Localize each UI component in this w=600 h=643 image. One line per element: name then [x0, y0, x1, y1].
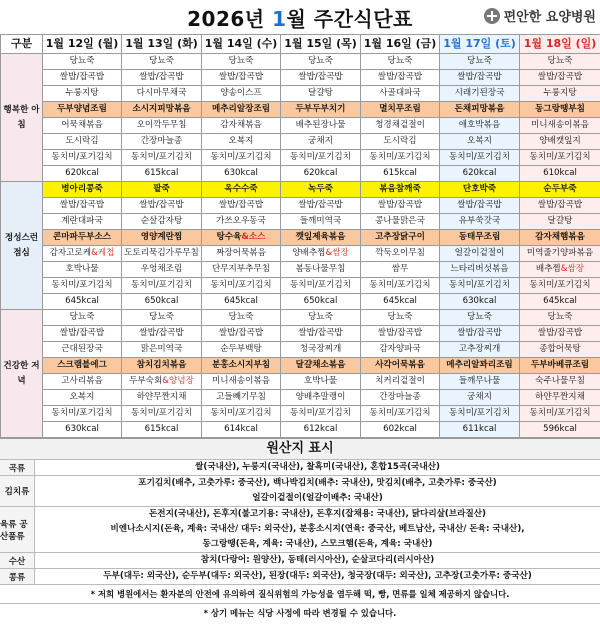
menu-row — [1, 342, 600, 358]
menu-item: 유부쑥갓국 — [440, 214, 520, 230]
meal-label: 행복한 아침 — [1, 54, 43, 182]
menu-item: 쌀밥/잡곡밥 — [202, 326, 281, 342]
menu-item: 동치미/포기김치 — [43, 278, 122, 294]
menu-row — [1, 246, 600, 262]
menu-item: 누룽지탕 — [43, 86, 122, 102]
origin-line: 두부(대두: 외국산), 순두부(대두: 외국산), 된장(대두: 외국산), 청국장(대두: 외국산), 고추장(고춧가루: 중국산) — [103, 571, 532, 581]
origin-row — [0, 553, 600, 569]
menu-item: 쌀밥/잡곡밥 — [43, 198, 122, 214]
menu-row — [1, 166, 600, 182]
menu-item: 쌀밥/잡곡밥 — [361, 198, 440, 214]
menu-item: 동치미/포기김치 — [122, 150, 202, 166]
menu-item: 도시락김 — [43, 134, 122, 150]
menu-item: 얼갈이겉절이 — [440, 246, 520, 262]
menu-item: 메추리알장조림 — [202, 102, 281, 118]
menu-item: 고사리볶음 — [43, 374, 122, 390]
menu-item: 깍둑오이무침 — [361, 246, 440, 262]
origin-category: 김치류 — [0, 476, 35, 506]
menu-item: 순두부백탕 — [202, 342, 281, 358]
origin-lines — [35, 553, 600, 568]
menu-item: 미니새송이볶음 — [202, 374, 281, 390]
menu-row — [1, 214, 600, 230]
menu-item: 깻잎제육볶음 — [281, 230, 361, 246]
menu-item: 쌀밥/잡곡밥 — [202, 198, 281, 214]
menu-row — [1, 150, 600, 166]
menu-item: 당뇨죽 — [520, 310, 600, 326]
calorie-cell: 645kcal — [520, 294, 600, 310]
menu-item: 시래기된장국 — [440, 86, 520, 102]
menu-item: 동치미/포기김치 — [202, 278, 281, 294]
menu-item: 감자양파국 — [361, 342, 440, 358]
menu-item: 미니새송이볶음 — [520, 118, 600, 134]
medical-cross-icon — [484, 8, 500, 24]
menu-item: 소시지피망볶음 — [122, 102, 202, 118]
menu-item: 당뇨죽 — [440, 310, 520, 326]
menu-item: 간장마늘종 — [122, 134, 202, 150]
day-header: 1월 13일 (화) — [122, 35, 202, 54]
menu-item — [202, 230, 281, 246]
calorie-cell: 596kcal — [520, 422, 600, 438]
menu-item: 쌀밥/잡곡밥 — [361, 70, 440, 86]
menu-item: 볶음참깨죽 — [361, 182, 440, 198]
menu-item — [281, 246, 361, 262]
menu-item: 당뇨죽 — [361, 54, 440, 70]
menu-item: 청국장찌개 — [281, 342, 361, 358]
menu-item: 참치김치볶음 — [122, 358, 202, 374]
menu-item: 하얀무짠지채 — [520, 390, 600, 406]
menu-item: 단호박죽 — [440, 182, 520, 198]
menu-row — [1, 294, 600, 310]
origin-row — [0, 460, 600, 476]
menu-item: 동치미/포기김치 — [440, 406, 520, 422]
menu-item: 궁채지 — [440, 390, 520, 406]
menu-item: 미역줄기양파볶음 — [520, 246, 600, 262]
menu-body — [1, 54, 600, 438]
menu-item: 가쓰오우동국 — [202, 214, 281, 230]
menu-item: 분홍소시지부침 — [202, 358, 281, 374]
menu-item: 당뇨죽 — [43, 310, 122, 326]
dish-name: 양배추찜 — [292, 248, 326, 258]
menu-item: 동치미/포기김치 — [520, 406, 600, 422]
menu-item: 쌈무 — [361, 262, 440, 278]
origin-lines — [35, 460, 600, 475]
menu-item: 당뇨죽 — [43, 54, 122, 70]
origin-line: 포기김치(배추, 고춧가루: 중국산), 백나박김치(배추: 국내산), 맛김치(배추, 고춧가루: 중국산) — [138, 478, 497, 488]
menu-item: 메추리알꽈리조림 — [440, 358, 520, 374]
sauce-name: &쌈장 — [560, 264, 585, 274]
menu-item: 맑은미역국 — [122, 342, 202, 358]
menu-item: 동치미/포기김치 — [43, 406, 122, 422]
menu-item: 동치미/포기김치 — [281, 406, 361, 422]
menu-item: 동치미/포기김치 — [440, 150, 520, 166]
menu-item: 쌀밥/잡곡밥 — [440, 70, 520, 86]
day-header: 1월 12일 (월) — [43, 35, 122, 54]
calorie-cell: 615kcal — [122, 422, 202, 438]
menu-item: 고들빼기무침 — [202, 390, 281, 406]
menu-item: 고추장닭구이 — [361, 230, 440, 246]
hospital-logo — [484, 6, 596, 25]
menu-item: 옥수수죽 — [202, 182, 281, 198]
meal-label: 건강한 저녁 — [1, 310, 43, 438]
menu-item: 쌀밥/잡곡밥 — [520, 326, 600, 342]
menu-item: 쌀밥/잡곡밥 — [440, 326, 520, 342]
menu-item: 멸치무조림 — [361, 102, 440, 118]
menu-item: 콩나물맑은국 — [361, 214, 440, 230]
dish-name: 감자고로케 — [49, 248, 92, 258]
menu-item: 쌀밥/잡곡밥 — [43, 70, 122, 86]
menu-item: 들깨미역국 — [281, 214, 361, 230]
menu-item: 달걀채소볶음 — [281, 358, 361, 374]
origin-line: 쌀(국내산), 누룽지(국내산), 찰흑미(국내산), 혼합15곡(국내산) — [195, 462, 440, 472]
origin-row — [0, 476, 600, 507]
calorie-cell: 650kcal — [281, 294, 361, 310]
menu-item: 배추된장나물 — [281, 118, 361, 134]
safety-note: * 저희 병원에서는 환자분의 안전에 유의하여 질식위험의 가능성을 염두해 떡, 빵, 면류를 일체 제공하지 않습니다. — [0, 585, 600, 604]
menu-item: 호박나물 — [281, 374, 361, 390]
menu-row — [1, 422, 600, 438]
menu-item: 동치미/포기김치 — [122, 406, 202, 422]
origin-line: 동그랑땡(돈육, 계육: 국내산), 스모크햄(돈육, 계육: 국내산) — [202, 539, 433, 549]
day-header-sunday: 1월 18일 (일) — [520, 35, 600, 54]
calorie-cell: 615kcal — [122, 166, 202, 182]
origin-lines — [35, 569, 600, 584]
menu-item: 동치미/포기김치 — [281, 150, 361, 166]
menu-item: 동치미/포기김치 — [440, 278, 520, 294]
menu-item: 동치미/포기김치 — [122, 278, 202, 294]
menu-item: 병아리콩죽 — [43, 182, 122, 198]
menu-item: 쌀밥/잡곡밥 — [440, 198, 520, 214]
menu-row — [1, 310, 600, 326]
menu-row — [1, 134, 600, 150]
dish-name: 탕수육 — [216, 232, 242, 242]
menu-item: 순두부죽 — [520, 182, 600, 198]
calorie-cell: 610kcal — [520, 166, 600, 182]
origin-line: 돈전지(국내산), 돈후지(불고기용: 국내산), 돈후지(잡채용: 국내산), 닭다리살(브라질산) — [148, 509, 486, 519]
menu-item: 오복지 — [440, 134, 520, 150]
menu-row — [1, 198, 600, 214]
menu-item: 동치미/포기김치 — [361, 150, 440, 166]
menu-row — [1, 102, 600, 118]
menu-item: 당뇨죽 — [202, 310, 281, 326]
title-month: 1 — [272, 7, 287, 31]
menu-item: 종합어묵탕 — [520, 342, 600, 358]
menu-item — [122, 374, 202, 390]
menu-item: 치커리겉절이 — [361, 374, 440, 390]
menu-row — [1, 262, 600, 278]
menu-item: 쌀밥/잡곡밥 — [122, 198, 202, 214]
menu-item: 계란대파국 — [43, 214, 122, 230]
menu-item: 쌀밥/잡곡밥 — [520, 198, 600, 214]
origin-category: 육류 공산품류 — [0, 507, 35, 552]
menu-item: 사각어묵볶음 — [361, 358, 440, 374]
menu-item: 당뇨죽 — [281, 54, 361, 70]
menu-row — [1, 374, 600, 390]
menu-item: 두부바베큐조림 — [520, 358, 600, 374]
calorie-cell: 645kcal — [361, 294, 440, 310]
menu-table — [0, 34, 600, 438]
menu-item: 당뇨죽 — [122, 54, 202, 70]
menu-row — [1, 358, 600, 374]
menu-item: 달걀탕 — [520, 214, 600, 230]
calorie-cell: 620kcal — [43, 166, 122, 182]
menu-item: 감자채햄볶음 — [520, 230, 600, 246]
menu-item: 쌀밥/잡곡밥 — [202, 70, 281, 86]
menu-item: 짜장어묵볶음 — [202, 246, 281, 262]
menu-row — [1, 406, 600, 422]
menu-item: 호박나물 — [43, 262, 122, 278]
origin-category: 콩류 — [0, 569, 35, 584]
menu-item: 돈채피망볶음 — [440, 102, 520, 118]
menu-item: 쌀밥/잡곡밥 — [281, 326, 361, 342]
menu-item: 오이깍두무침 — [122, 118, 202, 134]
menu-item: 어묵채볶음 — [43, 118, 122, 134]
menu-item: 하얀무짠지채 — [122, 390, 202, 406]
menu-row — [1, 54, 600, 70]
sauce-name: &소스 — [241, 232, 266, 242]
menu-item: 청경채겉절이 — [361, 118, 440, 134]
corner-label: 구분 — [1, 35, 43, 54]
menu-item: 도시락김 — [361, 134, 440, 150]
menu-item: 우엉채조림 — [122, 262, 202, 278]
menu-item: 양송이스프 — [202, 86, 281, 102]
calorie-cell: 611kcal — [440, 422, 520, 438]
menu-item: 동치미/포기김치 — [361, 278, 440, 294]
menu-item: 쌀밥/잡곡밥 — [281, 198, 361, 214]
calorie-cell: 620kcal — [440, 166, 520, 182]
menu-item: 다시마무채국 — [122, 86, 202, 102]
calorie-cell: 645kcal — [202, 294, 281, 310]
origin-lines — [35, 476, 600, 506]
menu-item: 동태무조림 — [440, 230, 520, 246]
menu-item: 순살감자탕 — [122, 214, 202, 230]
menu-item: 들깨무나물 — [440, 374, 520, 390]
origin-line: 비엔나소시지(돈육, 계육: 국내산/ 대두: 외국산), 분홍소시지(연육: 중국산, 베트남산, 국내산/ 돈육: 국내산), — [110, 524, 525, 534]
menu-item: 누룽지탕 — [520, 86, 600, 102]
hospital-name: 편안한 요양병원 — [503, 10, 596, 25]
menu-item: 도토리묵김가루무침 — [122, 246, 202, 262]
day-header: 1월 14일 (수) — [202, 35, 281, 54]
menu-item: 애호박볶음 — [440, 118, 520, 134]
menu-item: 쌀밥/잡곡밥 — [361, 326, 440, 342]
menu-item: 단무지부추무침 — [202, 262, 281, 278]
menu-row — [1, 70, 600, 86]
origin-line: 얼갈이겉절이(얼갈이배추: 국내산) — [252, 493, 383, 503]
menu-item: 양배캣잎지 — [520, 134, 600, 150]
menu-item: 오복지 — [43, 390, 122, 406]
menu-item: 숙주나물무침 — [520, 374, 600, 390]
menu-row — [1, 278, 600, 294]
menu-item: 느타리버섯볶음 — [440, 262, 520, 278]
origin-category: 곡류 — [0, 460, 35, 475]
menu-item: 쌀밥/잡곡밥 — [43, 326, 122, 342]
menu-item: 감자채볶음 — [202, 118, 281, 134]
menu-item: 콘마파두부소스 — [43, 230, 122, 246]
day-header-saturday: 1월 17일 (토) — [440, 35, 520, 54]
meal-label: 정성스런 점심 — [1, 182, 43, 310]
menu-item: 당뇨죽 — [202, 54, 281, 70]
menu-item: 동치미/포기김치 — [281, 278, 361, 294]
calorie-cell: 614kcal — [202, 422, 281, 438]
menu-item: 영양계란찜 — [122, 230, 202, 246]
origin-section — [0, 438, 600, 622]
origin-category: 수산 — [0, 553, 35, 568]
origin-row — [0, 569, 600, 585]
menu-item: 봄동나물무침 — [281, 262, 361, 278]
menu-item: 두부두부치기 — [281, 102, 361, 118]
menu-item: 사골대파국 — [361, 86, 440, 102]
menu-item: 팥죽 — [122, 182, 202, 198]
origin-lines — [35, 507, 600, 552]
change-note: * 상기 메뉴는 식당 사정에 따라 변경될 수 있습니다. — [203, 608, 397, 618]
menu-item — [520, 262, 600, 278]
calorie-cell: 630kcal — [43, 422, 122, 438]
day-header-row — [1, 35, 600, 54]
menu-item: 동치미/포기김치 — [202, 150, 281, 166]
menu-row — [1, 182, 600, 198]
calorie-cell: 650kcal — [122, 294, 202, 310]
sauce-name: &쌈장 — [325, 248, 349, 258]
menu-item: 양배추말랭이 — [281, 390, 361, 406]
menu-item: 당뇨죽 — [281, 310, 361, 326]
header-bar — [0, 0, 600, 34]
menu-item: 고추장찌개 — [440, 342, 520, 358]
menu-item: 동치미/포기김치 — [43, 150, 122, 166]
menu-row — [1, 230, 600, 246]
origin-title: 원산지 표시 — [0, 439, 600, 460]
calorie-cell: 645kcal — [43, 294, 122, 310]
menu-item: 궁채지 — [281, 134, 361, 150]
origin-row — [0, 507, 600, 553]
sauce-name: &양념장 — [162, 376, 194, 386]
menu-row — [1, 118, 600, 134]
menu-item: 동그랑땡부침 — [520, 102, 600, 118]
menu-item: 쌀밥/잡곡밥 — [122, 70, 202, 86]
menu-item: 쌀밥/잡곡밥 — [520, 70, 600, 86]
day-header: 1월 16일 (금) — [361, 35, 440, 54]
menu-item: 동치미/포기김치 — [202, 406, 281, 422]
menu-item: 녹두죽 — [281, 182, 361, 198]
origin-rows — [0, 460, 600, 585]
menu-row — [1, 86, 600, 102]
menu-item — [43, 246, 122, 262]
menu-item: 간장마늘종 — [361, 390, 440, 406]
menu-item: 당뇨죽 — [361, 310, 440, 326]
origin-line: 참치(다랑어: 원양산), 동태(러시아산), 순살코다리(러시아산) — [200, 555, 435, 565]
menu-item: 쌀밥/잡곡밥 — [122, 326, 202, 342]
menu-item: 동치미/포기김치 — [520, 278, 600, 294]
calorie-cell: 612kcal — [281, 422, 361, 438]
calorie-cell: 602kcal — [361, 422, 440, 438]
menu-row — [1, 390, 600, 406]
calorie-cell: 620kcal — [281, 166, 361, 182]
calorie-cell: 630kcal — [440, 294, 520, 310]
menu-row — [1, 326, 600, 342]
page-title: 2026년 1월 주간식단표 — [187, 7, 413, 31]
menu-item: 당뇨죽 — [520, 54, 600, 70]
menu-item: 오복지 — [202, 134, 281, 150]
menu-item: 쌀밥/잡곡밥 — [281, 70, 361, 86]
menu-item: 동치미/포기김치 — [361, 406, 440, 422]
sauce-name: &케첩 — [91, 248, 115, 258]
menu-item: 근대된장국 — [43, 342, 122, 358]
dish-name: 두부숙회 — [129, 376, 163, 386]
calorie-cell: 630kcal — [202, 166, 281, 182]
menu-item: 스크램블에그 — [43, 358, 122, 374]
menu-item: 당뇨죽 — [122, 310, 202, 326]
menu-item: 동치미/포기김치 — [520, 150, 600, 166]
menu-item: 두부양념조림 — [43, 102, 122, 118]
menu-item: 달걀탕 — [281, 86, 361, 102]
day-header: 1월 15일 (목) — [281, 35, 361, 54]
calorie-cell: 615kcal — [361, 166, 440, 182]
menu-item: 당뇨죽 — [440, 54, 520, 70]
dish-name: 배추찜 — [535, 264, 561, 274]
